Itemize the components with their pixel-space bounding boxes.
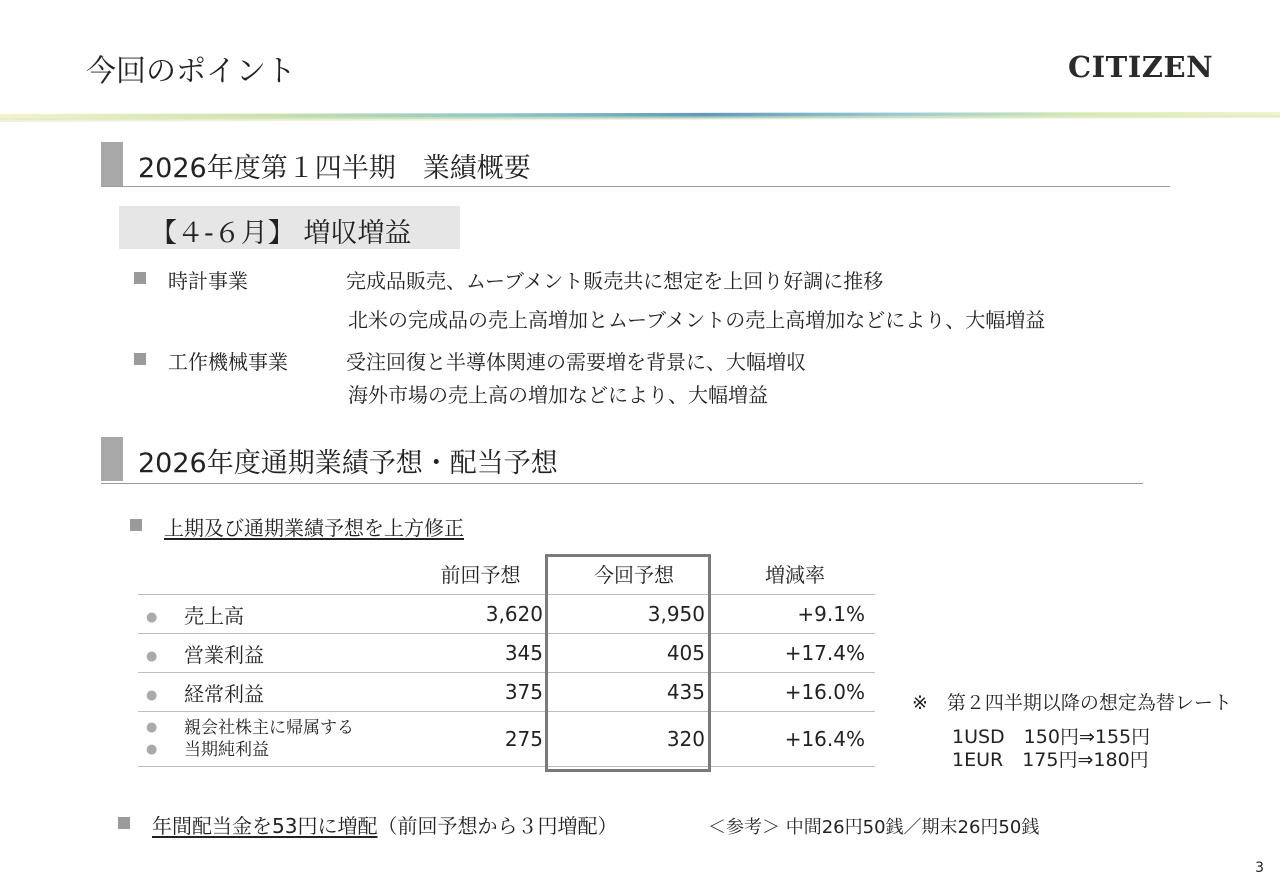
item-text-machine-1: 受注回復と半導体関連の需要増を背景に、大幅増収 xyxy=(346,350,806,374)
item-text-machine-2: 海外市場の売上高の増加などにより、大幅増益 xyxy=(348,383,768,407)
col-header-prev: 前回予想 xyxy=(440,563,521,587)
forecast-subhead: 上期及び通期業績予想を上方修正 xyxy=(164,516,464,540)
row-dot: ● xyxy=(146,687,158,703)
page-number: 3 xyxy=(1255,860,1264,876)
row-label-line2: 当期純利益 xyxy=(184,740,269,760)
fx-note-usd: 1USD 150円⇒155円 xyxy=(952,726,1151,748)
row-dot: ● xyxy=(146,742,158,757)
cell-prev: 275 xyxy=(408,712,553,767)
bullet-square xyxy=(130,519,142,531)
item-label-machine: 工作機械事業 xyxy=(168,350,288,374)
cell-rate: +16.4% xyxy=(715,712,875,767)
section1-rule xyxy=(101,186,1170,187)
cell-rate: +17.4% xyxy=(715,634,875,673)
fx-note-title: ※ 第２四半期以降の想定為替レート xyxy=(912,692,1232,714)
section2-marker xyxy=(101,437,123,481)
cell-prev: 3,620 xyxy=(408,595,553,634)
cell-curr: 405 xyxy=(553,634,715,673)
period-label: 【４-６月】 増収増益 xyxy=(150,218,412,249)
col-header-rate: 増減率 xyxy=(765,563,825,587)
cell-curr: 435 xyxy=(553,673,715,712)
row-label: 経常利益 xyxy=(184,681,264,706)
bullet-square xyxy=(134,353,146,365)
table-row xyxy=(138,712,875,767)
bullet-square xyxy=(118,817,130,829)
current-forecast-highlight xyxy=(545,554,711,772)
row-dot: ● xyxy=(146,609,158,625)
cell-prev: 345 xyxy=(408,634,553,673)
row-label: 売上高 xyxy=(184,603,244,628)
section1-title: 2026年度第１四半期 業績概要 xyxy=(138,153,531,184)
cell-prev: 375 xyxy=(408,673,553,712)
table-row xyxy=(138,595,875,634)
dividend-line xyxy=(152,810,617,839)
item-text-watch-2: 北米の完成品の売上高増加とムーブメントの売上高増加などにより、大幅増益 xyxy=(348,308,1046,332)
section2-title: 2026年度通期業績予想・配当予想 xyxy=(138,448,558,479)
section2-rule xyxy=(101,483,1143,484)
decorative-gradient-band xyxy=(0,108,1280,122)
cell-curr: 320 xyxy=(553,712,715,767)
col-header-curr: 今回予想 xyxy=(594,563,674,587)
cell-rate: +16.0% xyxy=(715,673,875,712)
table-row xyxy=(138,634,875,673)
row-label-line1: 親会社株主に帰属する xyxy=(184,718,354,738)
row-dot: ● xyxy=(146,720,158,735)
bullet-square xyxy=(134,272,146,284)
section1-marker xyxy=(101,142,123,186)
fx-note-eur: 1EUR 175円⇒180円 xyxy=(952,749,1149,771)
dividend-paren: （前回予想から３円増配） xyxy=(377,814,618,838)
dividend-main: 年間配当金を53円に増配 xyxy=(152,814,378,838)
item-text-watch-1: 完成品販売、ムーブメント販売共に想定を上回り好調に推移 xyxy=(346,269,884,293)
brand-logo: CITIZEN xyxy=(1068,50,1214,84)
dividend-reference: ＜参考＞ 中間26円50銭／期末26円50銭 xyxy=(708,817,1040,838)
row-dot: ● xyxy=(146,648,158,664)
cell-rate: +9.1% xyxy=(715,595,875,634)
item-label-watch: 時計事業 xyxy=(168,269,248,293)
forecast-table xyxy=(138,553,875,767)
page-title: 今回のポイント xyxy=(86,54,296,89)
cell-curr: 3,950 xyxy=(553,595,715,634)
table-row xyxy=(138,673,875,712)
row-label: 営業利益 xyxy=(184,642,264,667)
